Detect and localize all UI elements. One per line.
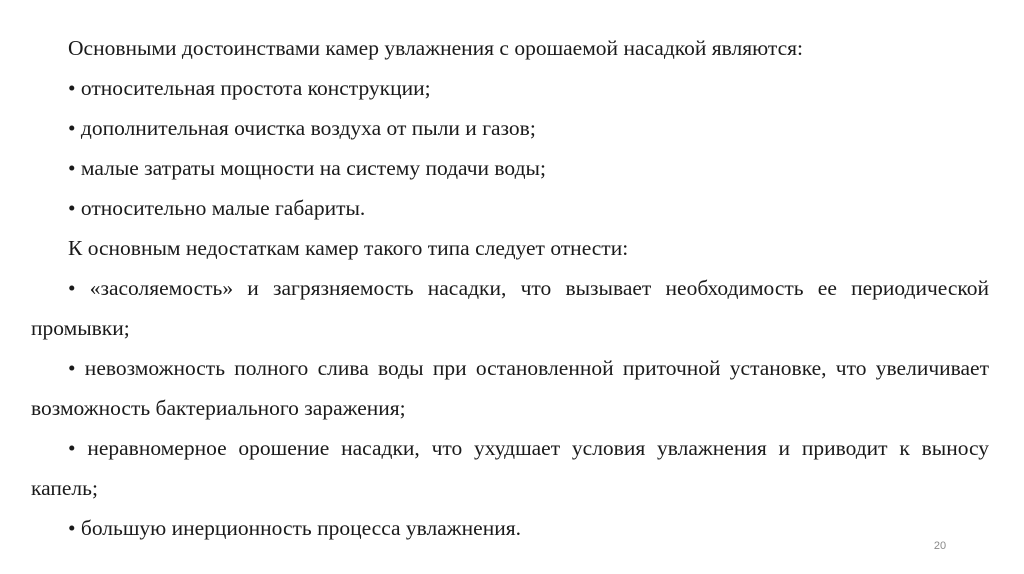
intro-disadvantages: К основным недостаткам камер такого типа следует отнести: <box>68 236 629 260</box>
intro-advantages: Основными достоинствами камер увлажнения с орошаемой насадкой являются: <box>68 36 803 60</box>
text-body <box>31 28 989 548</box>
advantage-item: • малые затраты мощности на систему подачи воды; <box>68 156 546 180</box>
disadvantage-item: • «засоляемость» и загрязняемость насадки, что вызывает необходимость ее периодической промывки; <box>31 276 989 340</box>
disadvantage-item: • неравномерное орошение насадки, что ухудшает условия увлажнения и приводит к выносу капель; <box>31 436 989 500</box>
disadvantage-item: • невозможность полного слива воды при остановленной приточной установке, что увеличивает возможность бактериального заражения; <box>31 356 989 420</box>
advantage-item: • относительно малые габариты. <box>68 196 366 220</box>
advantage-item: • дополнительная очистка воздуха от пыли и газов; <box>68 116 536 140</box>
page-number: 20 <box>933 540 947 552</box>
disadvantage-item: • большую инерционность процесса увлажнения. <box>68 516 521 540</box>
advantage-item: • относительная простота конструкции; <box>68 76 431 100</box>
